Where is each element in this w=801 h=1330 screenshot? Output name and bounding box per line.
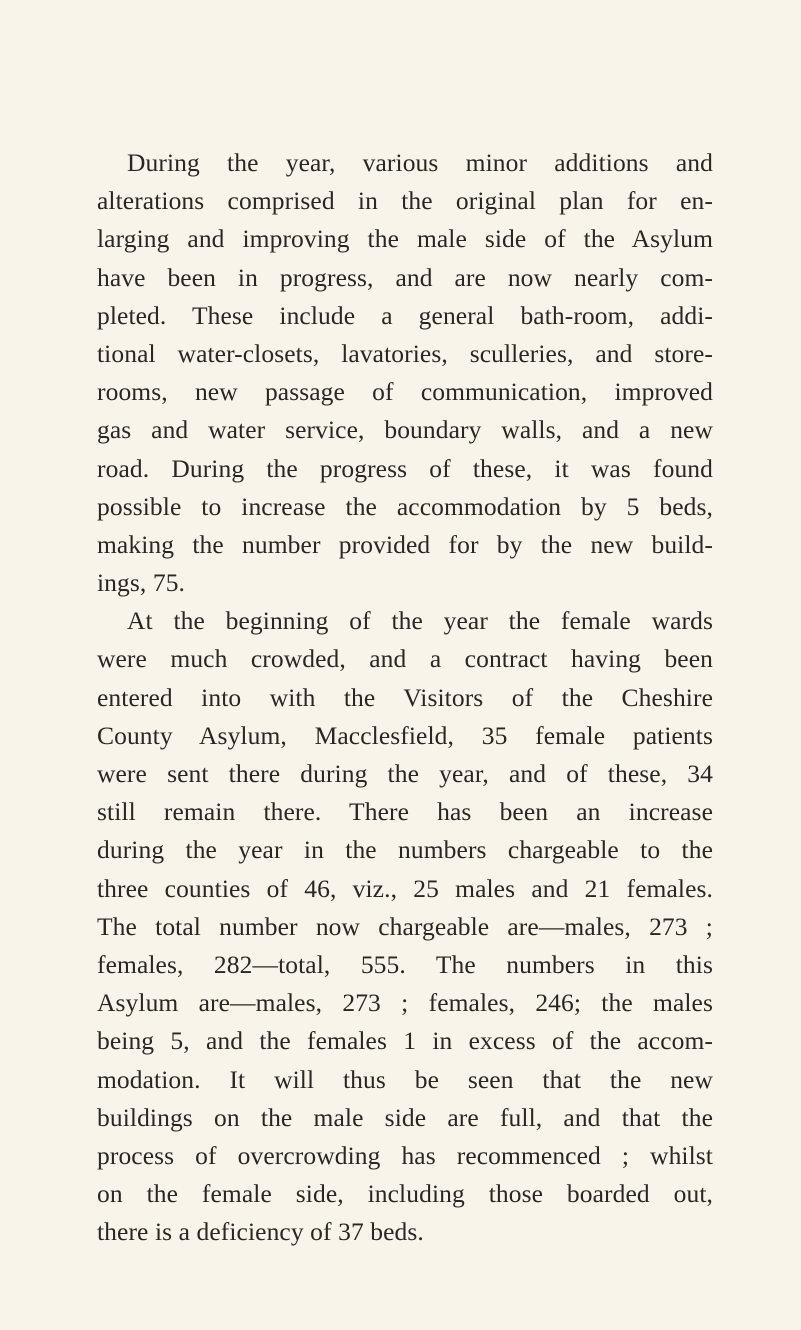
text-line: during the year in the numbers chargeable to the: [97, 835, 713, 865]
text-line: The total number now chargeable are—males, 273 ;: [97, 911, 713, 941]
text-line: possible to increase the accommodation by 5 beds,: [97, 491, 713, 521]
text-line: At the beginning of the year the female wards: [127, 606, 713, 636]
text-line: females, 282—total, 555. The numbers in this: [97, 949, 713, 979]
text-line: have been in progress, and are now nearly com-: [97, 262, 713, 292]
text-line: process of overcrowding has recommenced ; whilst: [97, 1140, 713, 1170]
text-line: making the number provided for by the new build-: [97, 529, 713, 559]
text-line: gas and water service, boundary walls, and a new: [97, 415, 713, 445]
text-line: entered into with the Visitors of the Cheshire: [97, 682, 713, 712]
text-line: alterations comprised in the original plan for en-: [97, 186, 713, 216]
text-line: buildings on the male side are full, and that the: [97, 1102, 713, 1132]
text-line: modation. It will thus be seen that the new: [97, 1064, 713, 1094]
text-line: road. During the progress of these, it was found: [97, 453, 713, 483]
text-line: tional water-closets, lavatories, sculleries, and store-: [97, 338, 713, 368]
text-line: larging and improving the male side of the Asylum: [97, 224, 713, 254]
text-line: on the female side, including those boarded out,: [97, 1179, 713, 1209]
text-line: County Asylum, Macclesfield, 35 female patients: [97, 720, 713, 750]
text-line: were much crowded, and a contract having been: [97, 644, 713, 674]
text-line: there is a deficiency of 37 beds.: [97, 1217, 424, 1247]
text-line: still remain there. There has been an increase: [97, 797, 713, 827]
text-line: During the year, various minor additions and: [127, 148, 713, 177]
text-line: ings, 75.: [97, 568, 186, 598]
text-line: being 5, and the females 1 in excess of the accom-: [97, 1026, 713, 1056]
text-line: rooms, new passage of communication, improved: [97, 377, 713, 407]
text-line: were sent there during the year, and of these, 34: [97, 759, 713, 788]
text-line: Asylum are—males, 273 ; females, 246; the males: [97, 988, 713, 1018]
body-text: [97, 144, 713, 1251]
text-line: three counties of 46, viz., 25 males and 21 females.: [97, 873, 713, 903]
text-line: pleted. These include a general bath-room, addi-: [97, 300, 713, 330]
